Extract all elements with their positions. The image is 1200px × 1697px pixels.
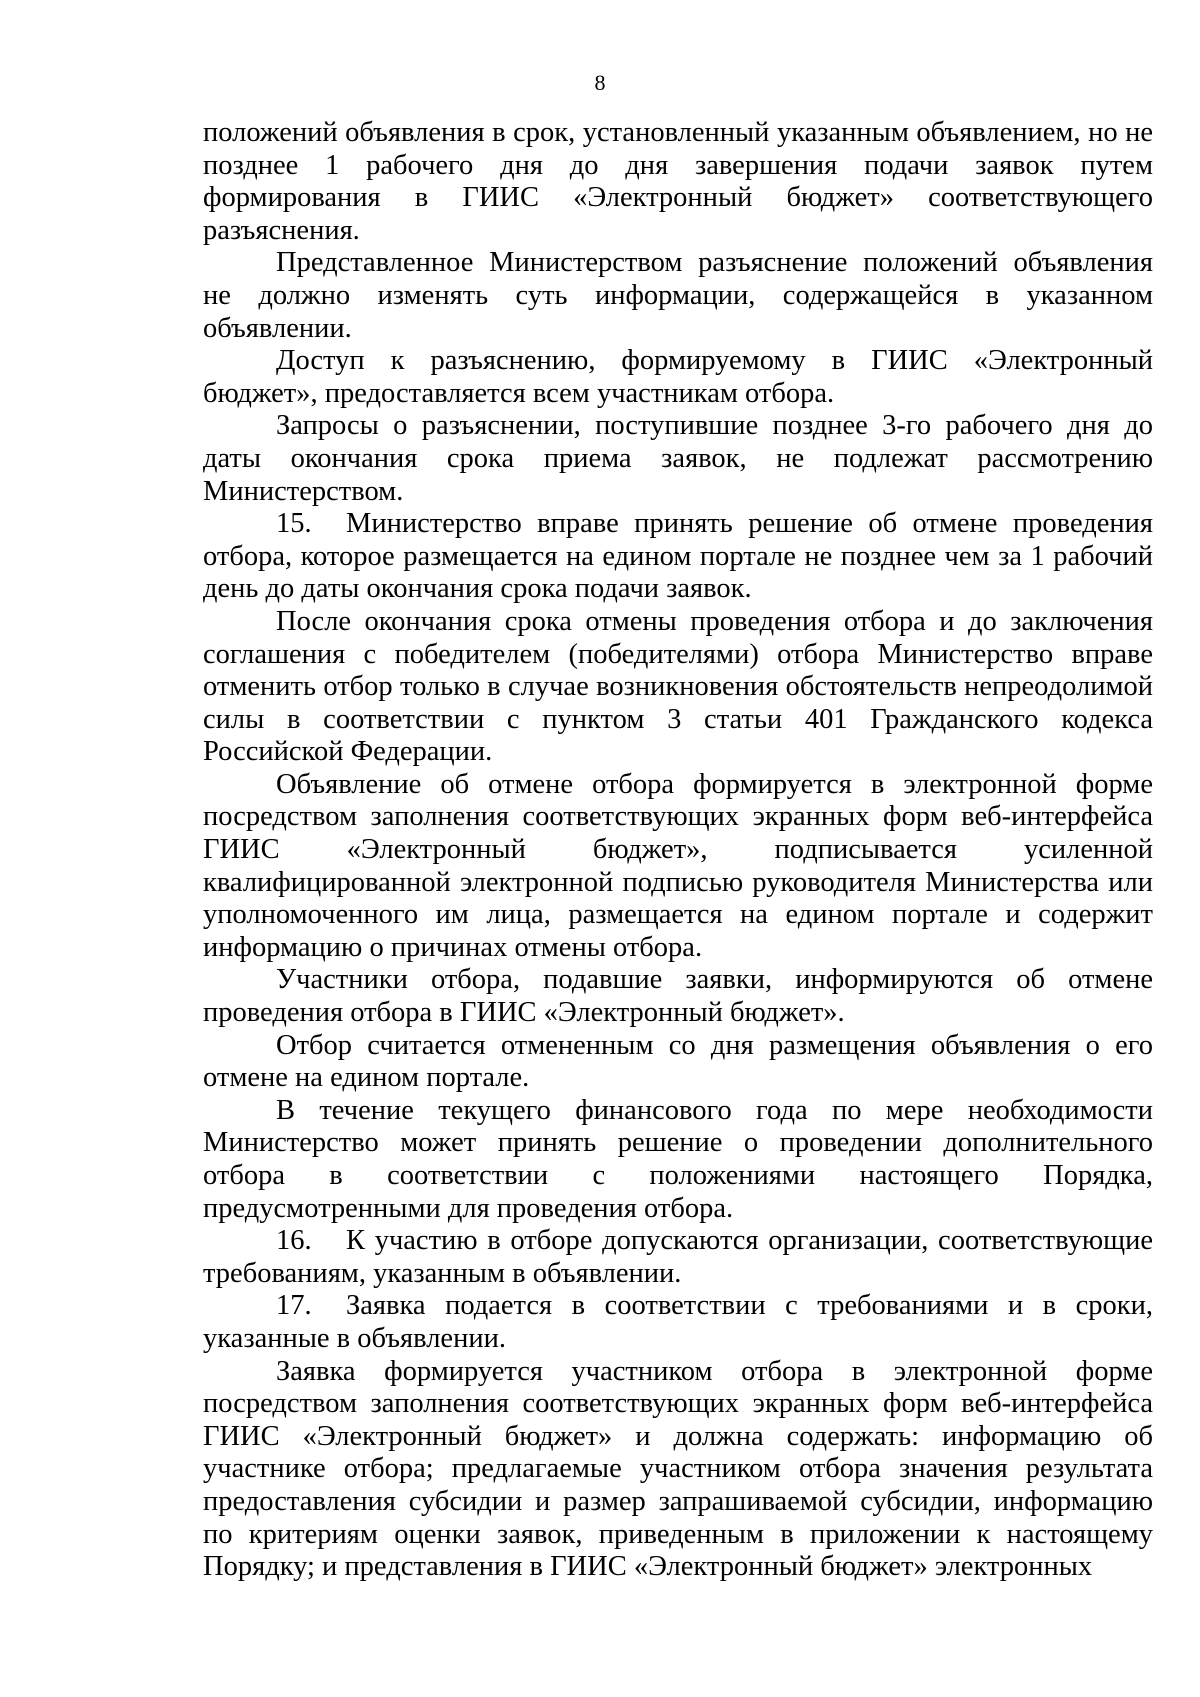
paragraph-text: Представленное Министерством разъяснение положений объявления не должно изменять суть информации, содержащейся в указанном объявлении. [203, 247, 1153, 344]
paragraph-13 [203, 1356, 1153, 1584]
paragraph-text: После окончания срока отмены проведения отбора и до заключения соглашения с победителем (победителями) отбора Министерство вправе отменить отбор только в случае возникновения обстоятельств непреодолимой силы в соответствии с пунктом 3 статьи 401 Гражданского кодекса Российской Федерации. [203, 605, 1153, 768]
paragraph-9 [203, 1030, 1153, 1095]
paragraph-5 [203, 508, 1153, 606]
paragraph-10 [203, 1095, 1153, 1225]
paragraph-text: Запросы о разъяснении, поступившие позднее 3-го рабочего дня до даты окончания срока приема заявок, не подлежат рассмотрению Министерством. [203, 410, 1153, 507]
paragraph-6 [203, 606, 1153, 769]
paragraph-1 [203, 117, 1153, 247]
paragraph-text: К участию в отборе допускаются организации, соответствующие требованиям, указанным в объявлении. [203, 1225, 1153, 1289]
paragraph-2 [203, 247, 1153, 345]
clause-number: 16. [276, 1225, 312, 1257]
page-number: 8 [594, 70, 606, 95]
paragraph-text: положений объявления в срок, установленный указанным объявлением, но не позднее 1 рабочего дня до дня завершения подачи заявок путем формирования в ГИИС «Электронный бюджет» соответствующего разъяснения. [203, 117, 1153, 246]
clause-number: 17. [276, 1290, 312, 1322]
paragraph-text: Доступ к разъяснению, формируемому в ГИИС «Электронный бюджет», предоставляется всем участникам отбора. [203, 345, 1153, 409]
paragraph-text: Участники отбора, подавшие заявки, информируются об отмене проведения отбора в ГИИС «Электронный бюджет». [203, 964, 1153, 1029]
paragraph-text: Заявка формируется участником отбора в электронной форме посредством заполнения соответствующих экранных форм веб-интерфейса ГИИС «Электронный бюджет» и должна содержать: информацию об участнике отбора; предлагаемые участником отбора значения результата предоставления субсидии и размер запрашиваемой субсидии, информацию по критериям оценки заявок, приведенным в приложении к настоящему Порядку; и представления в ГИИС «Электронный бюджет» электронных [203, 1355, 1153, 1583]
paragraph-text: Заявка подается в соответствии с требованиями и в сроки, указанные в объявлении. [203, 1290, 1153, 1354]
paragraph-text: Объявление об отмене отбора формируется в электронной форме посредством заполнения соответствующих экранных форм веб-интерфейса ГИИС «Электронный бюджет», подписывается усиленной квалифицированной электронной подписью руководителя Министерства или уполномоченного им лица, размещается на едином портале и содержит информацию о причинах отмены отбора. [203, 768, 1153, 963]
paragraph-text: В течение текущего финансового года по мере необходимости Министерство может принять решение о проведении дополнительного отбора в соответствии с положениями настоящего Порядка, предусмотренными для проведения отбора. [203, 1094, 1153, 1224]
clause-number: 15. [276, 508, 312, 540]
paragraph-7 [203, 769, 1153, 965]
paragraph-3 [203, 345, 1153, 410]
paragraph-4 [203, 410, 1153, 508]
paragraph-11 [203, 1225, 1153, 1290]
document-body [203, 117, 1153, 1584]
paragraph-8 [203, 964, 1153, 1029]
paragraph-text: Министерство вправе принять решение об отмене проведения отбора, которое размещается на едином портале не позднее чем за 1 рабочий день до даты окончания срока подачи заявок. [203, 508, 1153, 605]
paragraph-text: Отбор считается отмененным со дня размещения объявления о его отмене на едином портале. [203, 1029, 1153, 1094]
paragraph-12 [203, 1290, 1153, 1355]
